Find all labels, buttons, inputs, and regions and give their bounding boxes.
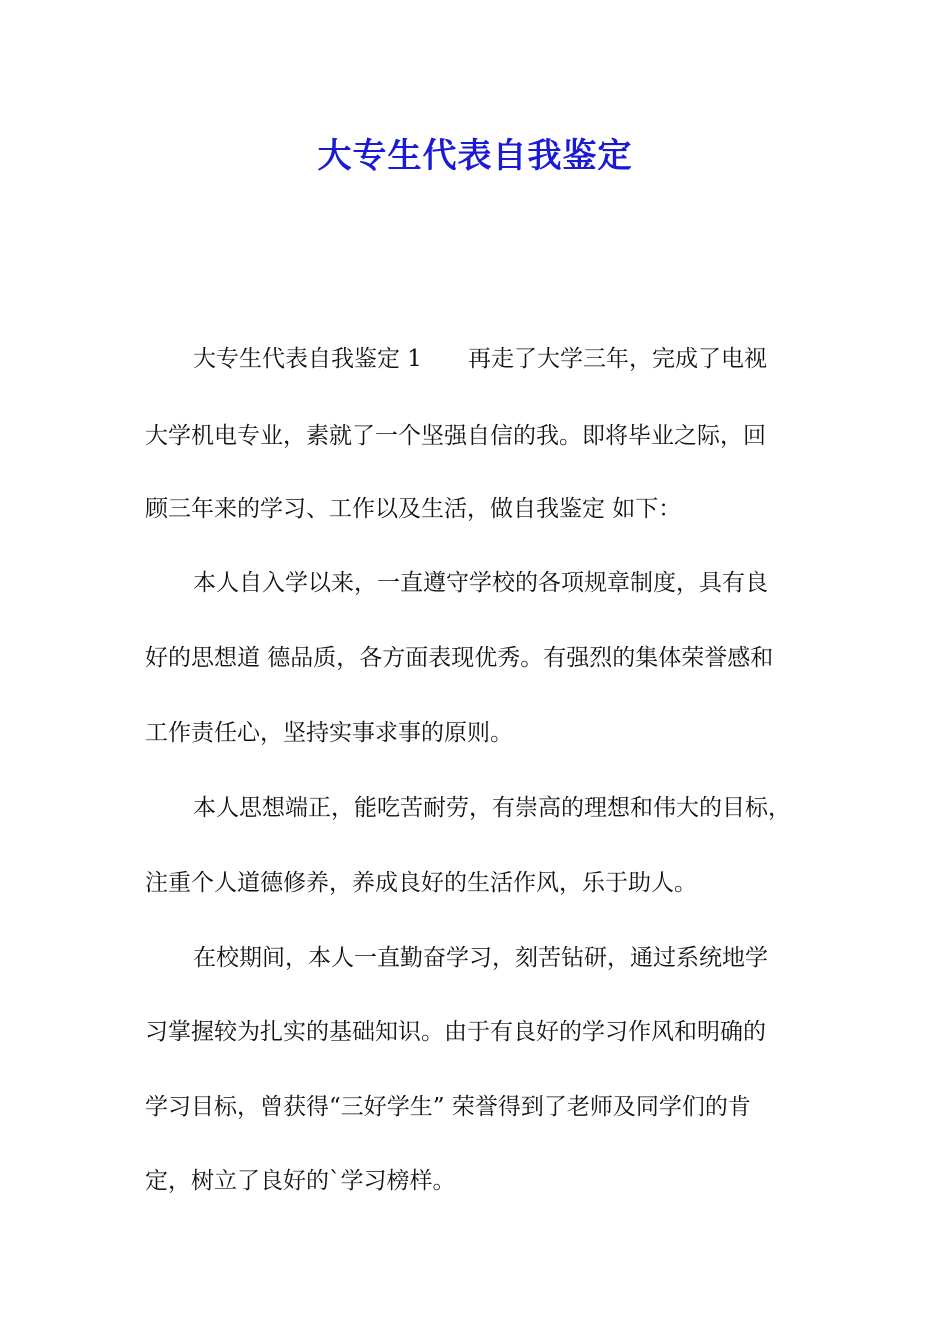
paragraph-1-line-2: 大学机电专业，素就了一个坚强自信的我。即将毕业之际，回: [145, 423, 766, 449]
document-title: 大专生代表自我鉴定: [317, 136, 633, 176]
paragraph-2-line-3: 工作责任心，坚持实事求事的原则。: [145, 720, 513, 746]
paragraph-2-line-1: 本人自入学以来，一直遵守学校的各项规章制度，具有良: [193, 570, 768, 596]
paragraph-1-line-1: 大专生代表自我鉴定 1 再走了大学三年，完成了电视: [193, 346, 767, 372]
paragraph-2-line-2: 好的思想道 德品质，各方面表现优秀。有强烈的集体荣誉感和: [145, 645, 774, 671]
paragraph-3-line-2: 注重个人道德修养，养成良好的生活作风，乐于助人。: [145, 870, 697, 896]
paragraph-4-line-3: 学习目标，曾获得“三好学生” 荣誉得到了老师及同学们的肯: [145, 1094, 751, 1120]
paragraph-4-line-2: 习掌握较为扎实的基础知识。由于有良好的学习作风和明确的: [145, 1019, 766, 1045]
paragraph-4-line-1: 在校期间，本人一直勤奋学习，刻苦钻研，通过系统地学: [193, 945, 768, 971]
paragraph-4-line-4: 定，树立了良好的`学习榜样。: [145, 1168, 456, 1194]
paragraph-3-line-1: 本人思想端正，能吃苦耐劳，有崇高的理想和伟大的目标，: [193, 795, 791, 821]
paragraph-1-line-3: 顾三年来的学习、工作以及生活，做自我鉴定 如下：: [145, 496, 682, 522]
